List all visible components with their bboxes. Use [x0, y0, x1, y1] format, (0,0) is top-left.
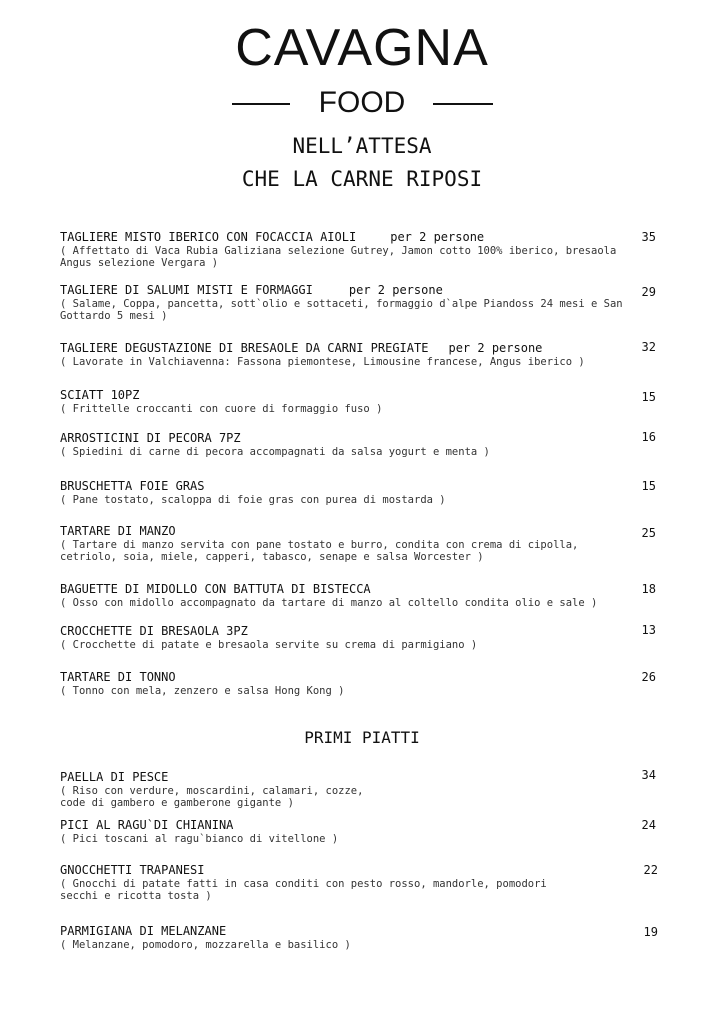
item-description: ( Osso con midollo accompagnato da tartare di manzo al coltello condita olio e sale ) — [60, 597, 598, 609]
item-name: PAELLA DI PESCE — [60, 770, 169, 784]
item-price: 13 — [641, 623, 656, 637]
item-description: ( Pane tostato, scaloppa di foie gras con purea di mostarda ) — [60, 494, 446, 506]
menu-item — [60, 818, 660, 845]
item-persons: per 2 persone — [390, 230, 485, 244]
item-price: 24 — [641, 818, 656, 832]
item-description: ( Tartare di manzo servita con pane tostato e burro, condita con crema di cipolla, cetriolo, soia, miele, capperi, tabasco, senape e salsa Worcester ) — [60, 539, 579, 563]
item-description: ( Tonno con mela, zenzero e salsa Hong Kong ) — [60, 685, 345, 697]
menu-item — [60, 624, 660, 651]
item-description: ( Frittelle croccanti con cuore di formaggio fuso ) — [60, 403, 383, 415]
item-description: ( Affettato di Vaca Rubia Galiziana selezione Gutrey, Jamon cotto 100% iberico, bresaola Angus selezione Vergara ) — [60, 245, 617, 269]
menu-item — [60, 230, 660, 269]
menu-item — [60, 431, 660, 458]
item-name: TAGLIERE DEGUSTAZIONE DI BRESAOLE DA CARNI PREGIATE per 2 persone — [60, 341, 543, 355]
brand-sub: FOOD — [318, 86, 406, 119]
item-persons: per 2 persone — [448, 341, 543, 355]
right-rule — [433, 103, 493, 105]
item-description: ( Riso con verdure, moscardini, calamari, cozze, code di gambero e gamberone gigante ) — [60, 785, 364, 809]
menu-item — [60, 524, 660, 563]
item-name: TARTARE DI MANZO — [60, 524, 176, 538]
menu-item — [60, 283, 660, 322]
item-price: 18 — [641, 582, 656, 596]
brand-logo: CAVAGNA — [235, 19, 489, 77]
item-price: 35 — [641, 230, 656, 244]
menu-item — [60, 863, 660, 902]
menu-item — [60, 670, 660, 697]
item-price: 16 — [641, 430, 656, 444]
subtitle-line-2: CHE LA CARNE RIPOSI — [241, 167, 483, 191]
item-name: BAGUETTE DI MIDOLLO CON BATTUTA DI BISTECCA — [60, 582, 371, 596]
item-name: PICI AL RAGU`DI CHIANINA — [60, 818, 234, 832]
item-description: ( Gnocchi di patate fatti in casa conditi con pesto rosso, mandorle, pomodori secchi e ricotta tosta ) — [60, 878, 547, 902]
item-name: SCIATT 10PZ — [60, 388, 140, 402]
item-name: CROCCHETTE DI BRESAOLA 3PZ — [60, 624, 248, 638]
item-price: 32 — [641, 340, 656, 354]
item-price: 25 — [641, 526, 656, 540]
item-description: ( Crocchette di patate e bresaola servite su crema di parmigiano ) — [60, 639, 478, 651]
menu-item — [60, 479, 660, 506]
item-persons: per 2 persone — [348, 283, 443, 297]
item-price: 29 — [641, 285, 656, 299]
item-name: TAGLIERE DI SALUMI MISTI E FORMAGGI per 2 persone — [60, 283, 443, 297]
item-name: TARTARE DI TONNO — [60, 670, 176, 684]
menu-item — [60, 341, 660, 368]
item-name: PARMIGIANA DI MELANZANE — [60, 924, 227, 938]
item-name: ARROSTICINI DI PECORA 7PZ — [60, 431, 241, 445]
item-description: ( Pici toscani al ragu`bianco di vitellone ) — [60, 833, 339, 845]
item-description: ( Spiedini di carne di pecora accompagnati da salsa yogurt e menta ) — [60, 446, 490, 458]
item-price: 26 — [641, 670, 656, 684]
subtitle-line-1: NELL’ATTESA — [292, 134, 432, 158]
item-price: 22 — [643, 863, 658, 877]
item-name: BRUSCHETTA FOIE GRAS — [60, 479, 205, 493]
menu-item — [60, 582, 660, 609]
item-price: 15 — [641, 479, 656, 493]
item-name: TAGLIERE MISTO IBERICO CON FOCACCIA AIOLI per 2 persone — [60, 230, 485, 244]
menu-item — [60, 924, 660, 951]
item-price: 15 — [641, 390, 656, 404]
item-description: ( Salame, Coppa, pancetta, sott`olio e sottaceti, formaggio d`alpe Piandoss 24 mesi e San Gottardo 5 mesi ) — [60, 298, 623, 322]
section-title-primi: PRIMI PIATTI — [304, 728, 420, 747]
menu-item — [60, 388, 660, 415]
item-name: GNOCCHETTI TRAPANESI — [60, 863, 205, 877]
brand-sub-row — [0, 86, 724, 120]
left-rule — [232, 103, 290, 105]
item-price: 34 — [641, 768, 656, 782]
menu-item — [60, 770, 660, 809]
item-description: ( Melanzane, pomodoro, mozzarella e basilico ) — [60, 939, 351, 951]
item-price: 19 — [643, 925, 658, 939]
item-description: ( Lavorate in Valchiavenna: Fassona piemontese, Limousine francese, Angus iberico ) — [60, 356, 585, 368]
